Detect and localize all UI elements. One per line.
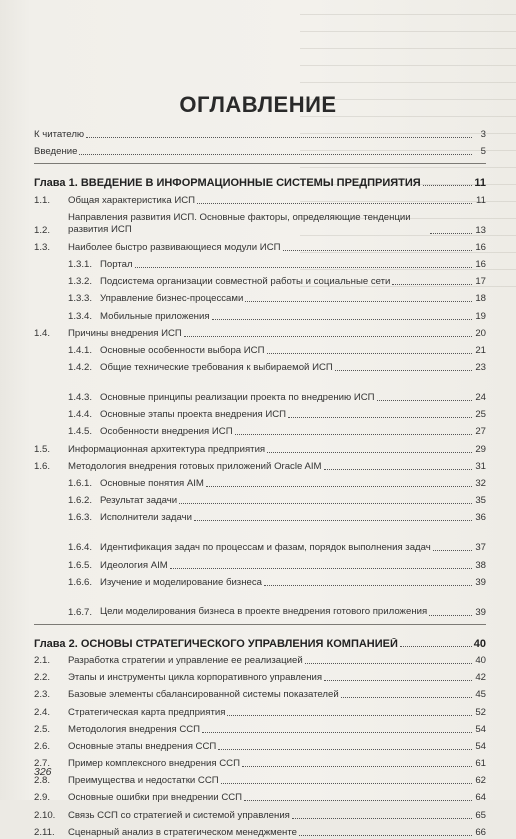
toc-entry-title: Портал xyxy=(100,258,133,270)
toc-entry-page: 25 xyxy=(475,409,486,421)
toc-entry[interactable] xyxy=(34,650,486,667)
toc-entry-title: Основные понятия AIM xyxy=(100,478,204,489)
toc-entry[interactable] xyxy=(34,684,486,701)
toc-entry-title: Основные этапы внедрения ССП xyxy=(68,740,217,752)
toc-entry-number: 2.8. xyxy=(34,775,51,787)
front-matter-entry[interactable] xyxy=(34,124,486,141)
toc-entry-title: Базовые элементы сбалансированной системы показателей xyxy=(68,689,339,701)
toc-entry[interactable] xyxy=(34,719,486,736)
toc-entry-title: Управление бизнес-процессами xyxy=(100,293,244,305)
toc-entry-page: 3 xyxy=(480,129,486,141)
toc-entry[interactable] xyxy=(34,438,486,455)
toc-entry-page: 24 xyxy=(475,392,486,404)
toc-entry[interactable] xyxy=(34,490,486,507)
toc-entry-title: Изучение и моделирование бизнеса xyxy=(100,576,262,588)
toc-entry-title: Этапы и инструменты цикла корпоративного управления xyxy=(68,672,323,684)
toc-entry-number: 1.2. xyxy=(34,224,51,236)
toc-entry-number: 1.4.1. xyxy=(68,344,93,356)
toc-entry-number: 1.4.2. xyxy=(68,362,93,374)
leader-dots xyxy=(135,267,472,268)
toc-entry-number: 2.11. xyxy=(34,826,55,838)
toc-entry-page: 21 xyxy=(475,344,486,356)
toc-entry-page: 54 xyxy=(475,740,486,752)
leader-dots xyxy=(170,568,472,569)
leader-dots xyxy=(197,203,472,204)
toc-entry-number: 2.10. xyxy=(34,809,56,821)
leader-dots xyxy=(392,284,472,285)
toc-entry-title: Мобильные приложения xyxy=(100,310,210,322)
leader-dots xyxy=(242,766,472,767)
leader-dots xyxy=(267,452,472,453)
toc-entry-title: Общие технические требования к выбираемой ИСП xyxy=(100,362,333,374)
toc-entry[interactable] xyxy=(34,340,486,357)
leader-dots xyxy=(267,353,472,354)
leader-dots xyxy=(245,301,472,302)
toc-entry[interactable] xyxy=(34,667,486,684)
toc-entry-title: Особенности внедрения ИСП xyxy=(100,426,233,438)
leader-dots xyxy=(324,680,472,681)
toc-entry-page: 45 xyxy=(475,689,486,701)
toc-entry-number: 2.2. xyxy=(34,672,51,684)
front-matter xyxy=(34,124,486,158)
toc-entry-title: Результат задачи xyxy=(100,495,178,507)
toc-entry[interactable] xyxy=(34,736,486,753)
toc-entry[interactable] xyxy=(34,189,486,206)
toc-entry-page: 39 xyxy=(475,576,486,588)
leader-dots xyxy=(264,585,472,586)
toc-entry-page: 11 xyxy=(476,194,486,206)
toc-entry-number: 1.3.3. xyxy=(68,293,93,305)
leader-dots xyxy=(184,336,472,337)
page-heading: ОГЛАВЛЕНИЕ xyxy=(179,92,337,117)
page-number: 326 xyxy=(34,766,52,778)
toc-entry-page: 16 xyxy=(475,241,486,253)
toc-entry-page: 66 xyxy=(475,826,486,838)
toc-entry[interactable] xyxy=(34,207,486,237)
toc-entry-title: Исполнители задачи xyxy=(100,512,193,524)
toc-entry-title: Основные этапы проекта внедрения ИСП xyxy=(100,409,287,421)
toc-entry-number: 1.3.4. xyxy=(68,310,93,322)
toc-entry-number: 2.3. xyxy=(34,689,51,701)
toc-entry-title: К читателю xyxy=(34,129,85,141)
toc-entry-page: 23 xyxy=(475,362,486,374)
toc-entry-number: 1.6.7. xyxy=(68,606,93,618)
toc-entry-number: 1.4.3. xyxy=(68,392,93,404)
toc-entry-page: 27 xyxy=(475,426,486,438)
toc-entry-title: Основные принципы реализации проекта по внедрению ИСП xyxy=(100,391,375,403)
toc-entry-page: 16 xyxy=(475,258,486,270)
toc-entry[interactable] xyxy=(34,404,486,421)
toc-entry-page: 61 xyxy=(475,758,486,770)
leader-dots xyxy=(79,154,472,155)
toc-entry-title: Преимущества и недостатки ССП xyxy=(68,775,219,787)
toc-entry-number: 1.3.1. xyxy=(68,258,93,270)
toc-entry-number: 2.6. xyxy=(34,740,51,752)
chapter-heading[interactable] xyxy=(34,631,486,650)
toc-entry-title: Введение xyxy=(34,146,78,158)
leader-dots xyxy=(377,400,472,401)
leader-dots xyxy=(433,550,472,551)
toc-entry-page: 11 xyxy=(474,177,486,190)
leader-dots xyxy=(423,185,472,186)
leader-dots xyxy=(335,370,472,371)
toc-entry[interactable] xyxy=(34,357,486,374)
toc-entry-number: 2.1. xyxy=(34,654,51,666)
leader-dots xyxy=(299,835,472,836)
toc-entry-title: Основные ошибки при внедрении ССП xyxy=(68,792,243,804)
leader-dots xyxy=(235,434,472,435)
toc-entry-title: Глава 1. ВВЕДЕНИЕ В ИНФОРМАЦИОННЫЕ СИСТЕМЫ ПРЕДПРИЯТИЯ xyxy=(34,177,421,190)
toc-entry-page: 19 xyxy=(475,310,486,322)
toc-entry-number: 1.4. xyxy=(34,327,51,339)
toc-entry-number: 2.9. xyxy=(34,792,51,804)
leader-dots xyxy=(212,319,472,320)
toc-entry[interactable] xyxy=(34,753,486,770)
toc-entry-number: 1.6.6. xyxy=(68,576,93,588)
toc-entry-page: 52 xyxy=(475,706,486,718)
toc-entry[interactable] xyxy=(34,305,486,322)
toc-entry-title: Направления развития ИСП. Основные факторы, определяющие тенденции развития ИСП xyxy=(68,211,411,236)
toc-entry-number: 2.5. xyxy=(34,723,51,735)
chapters-list xyxy=(34,163,486,838)
leader-dots xyxy=(221,783,472,784)
toc-entry-number: 2.4. xyxy=(34,706,51,718)
toc-entry-page: 38 xyxy=(475,559,486,571)
toc-entry-title: Стратегическая карта предприятия xyxy=(68,706,226,718)
toc-entry-title: Причины внедрения ИСП xyxy=(68,327,182,339)
toc-entry[interactable] xyxy=(34,701,486,718)
toc-entry[interactable] xyxy=(34,804,486,821)
leader-dots xyxy=(341,697,472,698)
divider xyxy=(34,624,486,625)
toc-entry-title: Идеология AIM xyxy=(100,559,168,571)
toc-entry-number: 1.6.4. xyxy=(68,542,93,554)
leader-dots xyxy=(305,663,472,664)
toc-entry[interactable] xyxy=(34,572,486,589)
toc-entry[interactable] xyxy=(34,254,486,271)
toc-entry[interactable] xyxy=(34,473,486,490)
toc-entry-number: 1.6.1. xyxy=(68,478,93,489)
toc-entry-page: 42 xyxy=(475,672,486,684)
toc-entry-title: Методология внедрения готовых приложений Oracle AIM xyxy=(68,460,322,472)
toc-entry-page: 36 xyxy=(475,512,486,524)
leader-dots xyxy=(206,486,472,487)
toc-entry-page: 32 xyxy=(475,478,486,489)
divider xyxy=(34,163,486,164)
toc-entry-number: 1.4.4. xyxy=(68,409,93,421)
leader-dots xyxy=(430,233,472,234)
toc-entry[interactable] xyxy=(34,770,486,787)
toc-entry-page: 64 xyxy=(475,792,486,804)
toc-entry-page: 20 xyxy=(475,327,486,339)
toc-entry[interactable] xyxy=(34,237,486,254)
toc-entry-page: 17 xyxy=(475,276,486,288)
toc-entry-page: 54 xyxy=(475,723,486,735)
leader-dots xyxy=(288,417,472,418)
toc-entry-title: Разработка стратегии и управление ее реализацией xyxy=(68,654,303,666)
leader-dots xyxy=(227,715,472,716)
toc-entry[interactable] xyxy=(34,456,486,473)
toc-entry-number: 1.4.5. xyxy=(68,426,93,438)
toc-entry-title: Основные особенности выбора ИСП xyxy=(100,344,265,356)
chapter-heading[interactable] xyxy=(34,170,486,189)
toc-entry-page: 5 xyxy=(480,146,486,158)
toc-entry-page: 29 xyxy=(475,443,486,455)
toc-entry-page: 62 xyxy=(475,775,486,787)
leader-dots xyxy=(202,732,472,733)
toc-entry-title: Пример комплексного внедрения ССП xyxy=(68,758,240,770)
toc-entry[interactable] xyxy=(34,421,486,438)
toc-entry-page: 35 xyxy=(475,495,486,507)
toc-entry-page: 37 xyxy=(475,542,486,554)
toc-entry-title: Общая характеристика ИСП xyxy=(68,194,196,206)
toc-entry-title: Связь ССП со стратегией и системой управления xyxy=(68,809,290,821)
leader-dots xyxy=(292,818,472,819)
toc-entry-title: Цели моделирования бизнеса в проекте внедрения готового приложения xyxy=(100,606,428,618)
toc-entry-title: Наиболее быстро развивающиеся модули ИСП xyxy=(68,241,281,253)
toc-entry-number: 1.3.2. xyxy=(68,276,93,288)
leader-dots xyxy=(86,137,472,138)
toc-entry-number: 2.7. xyxy=(34,758,51,770)
toc-entry[interactable] xyxy=(34,288,486,305)
toc-entry-page: 39 xyxy=(475,606,486,618)
toc-entry-title: Глава 2. ОСНОВЫ СТРАТЕГИЧЕСКОГО УПРАВЛЕНИЯ КОМПАНИЕЙ xyxy=(34,637,398,650)
toc-entry-page: 13 xyxy=(475,224,486,236)
toc-entry[interactable] xyxy=(34,589,486,619)
leader-dots xyxy=(179,503,472,504)
toc-entry[interactable] xyxy=(34,524,486,554)
leader-dots xyxy=(429,615,472,616)
toc-entry-number: 1.6.5. xyxy=(68,559,93,571)
leader-dots xyxy=(283,250,472,251)
toc-entry[interactable] xyxy=(34,507,486,524)
leader-dots xyxy=(194,520,472,521)
toc-entry-page: 40 xyxy=(473,637,486,650)
toc-entry[interactable] xyxy=(34,271,486,288)
toc-entry-page: 40 xyxy=(475,654,486,666)
toc-entry[interactable] xyxy=(34,374,486,404)
toc-entry[interactable] xyxy=(34,822,486,839)
leader-dots xyxy=(324,469,472,470)
toc-entry-page: 65 xyxy=(475,809,486,821)
toc-entry-title: Сценарный анализ в стратегическом менеджменте xyxy=(68,826,297,838)
toc-entry-number: 1.5. xyxy=(34,443,51,455)
toc-entry[interactable] xyxy=(34,787,486,804)
leader-dots xyxy=(218,749,472,750)
toc-entry-number: 1.6.3. xyxy=(68,512,93,524)
front-matter-entry[interactable] xyxy=(34,141,486,158)
toc-entry-title: Идентификация задач по процессам и фазам, порядок выполнения задач xyxy=(100,541,431,553)
toc-entry-page: 31 xyxy=(475,460,486,472)
toc-entry-title: Методология внедрения ССП xyxy=(68,723,201,735)
toc-entry-number: 1.1. xyxy=(34,194,51,206)
toc-entry-title: Информационная архитектура предприятия xyxy=(68,443,266,455)
toc-entry-number: 1.6. xyxy=(34,460,51,472)
toc-entry[interactable] xyxy=(34,323,486,340)
toc-entry-page: 18 xyxy=(475,293,486,305)
toc-entry-number: 1.3. xyxy=(34,241,51,253)
toc-entry[interactable] xyxy=(34,554,486,571)
leader-dots xyxy=(400,646,472,647)
leader-dots xyxy=(244,800,472,801)
toc-entry-number: 1.6.2. xyxy=(68,495,93,507)
table-of-contents xyxy=(34,124,486,839)
toc-entry-title: Подсистема организации совместной работы и социальные сети xyxy=(100,276,391,288)
